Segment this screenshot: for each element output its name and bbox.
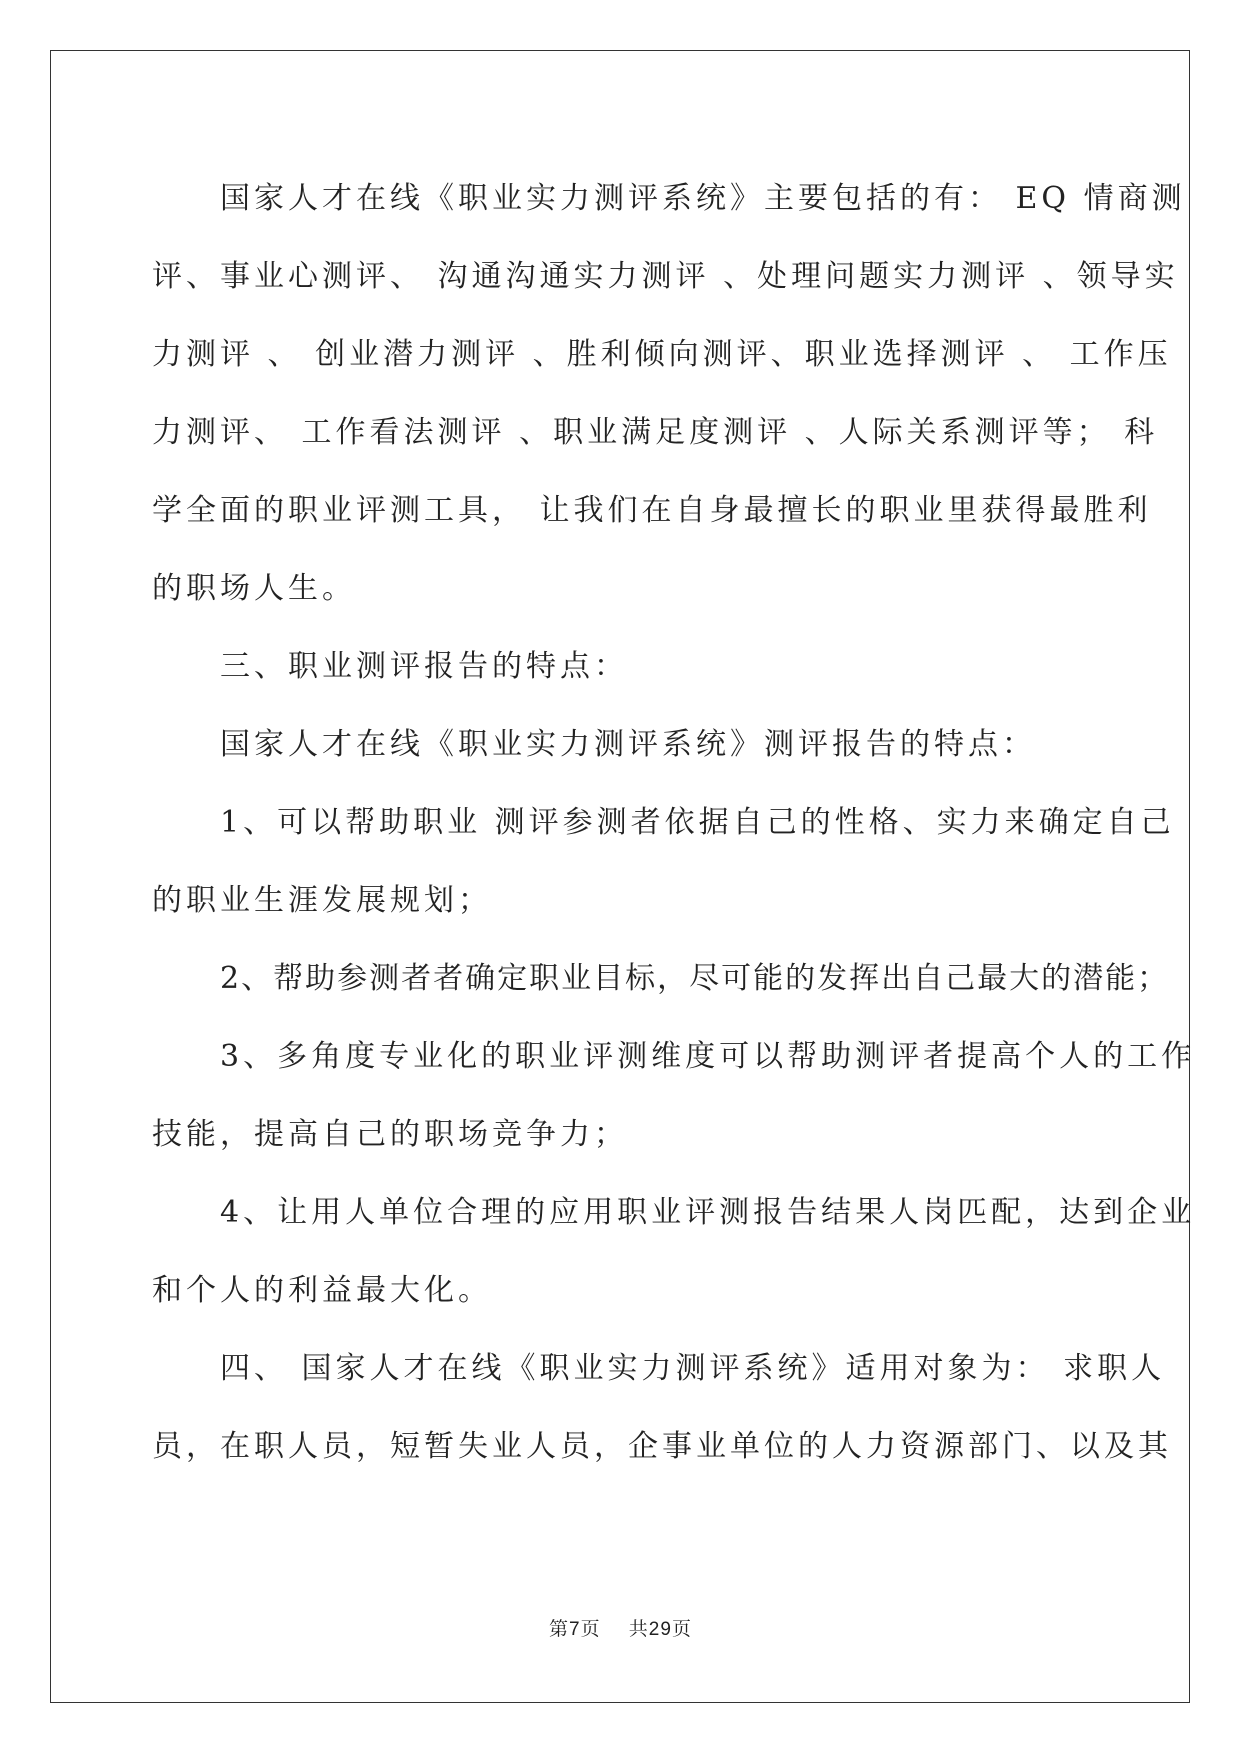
section-heading-report-features xyxy=(152,628,1087,706)
text-line: 的职场人生。 xyxy=(152,571,356,606)
text-line: 和个人的利益最大化。 xyxy=(152,1273,492,1308)
text-line: 3、多角度专业化的职业评测维度可以帮助测评者提高个人的工作 xyxy=(220,1039,1196,1074)
text-line: 力测评、 工作看法测评 、职业满足度测评 、人际关系测评等； 科 xyxy=(152,415,1159,450)
list-item-2 xyxy=(152,940,1170,1018)
text-line: 4、让用人单位合理的应用职业评测报告结果人岗匹配，达到企业 xyxy=(220,1195,1196,1230)
list-item-1 xyxy=(152,784,1175,940)
section-applicable-targets xyxy=(152,1330,1172,1486)
footer-page-number: 7 xyxy=(569,1619,581,1640)
list-item-4 xyxy=(152,1174,1196,1330)
text-line: 力测评 、 创业潜力测评 、胜利倾向测评、职业选择测评 、 工作压 xyxy=(152,337,1172,372)
footer-total-pages: 29 xyxy=(648,1619,672,1640)
text-line: 国家人才在线《职业实力测评系统》测评报告的特点： xyxy=(220,727,1036,762)
footer-prefix: 第 xyxy=(549,1618,570,1640)
document-body xyxy=(152,160,1196,1486)
text-line: 的职业生涯发展规划； xyxy=(152,883,492,918)
text-line: 1、可以帮助职业 测评参测者依据自己的性格、实力来确定自己 xyxy=(220,805,1175,840)
footer-middle: 页 共 xyxy=(580,1618,649,1640)
text-line: 国家人才在线《职业实力测评系统》主要包括的有： EQ 情商测 xyxy=(220,181,1186,216)
text-line: 评、事业心测评、 沟通沟通实力测评 、处理问题实力测评 、领导实 xyxy=(152,259,1179,294)
text-line: 学全面的职业评测工具， 让我们在自身最擅长的职业里获得最胜利 xyxy=(152,493,1152,528)
text-line: 四、 国家人才在线《职业实力测评系统》适用对象为： 求职人 xyxy=(220,1351,1166,1386)
paragraph-assessment-contents xyxy=(152,160,1186,628)
text-line: 三、职业测评报告的特点： xyxy=(220,649,628,684)
paragraph-report-features-intro xyxy=(152,706,1087,784)
page-footer xyxy=(0,1614,1241,1641)
text-line: 员，在职人员，短暂失业人员，企事业单位的人力资源部门、以及其 xyxy=(152,1429,1172,1464)
footer-suffix: 页 xyxy=(671,1618,692,1640)
list-item-3 xyxy=(152,1018,1196,1174)
text-line: 技能，提高自己的职场竞争力； xyxy=(152,1117,628,1152)
text-line: 2、帮助参测者者确定职业目标，尽可能的发挥出自己最大的潜能； xyxy=(220,961,1170,996)
